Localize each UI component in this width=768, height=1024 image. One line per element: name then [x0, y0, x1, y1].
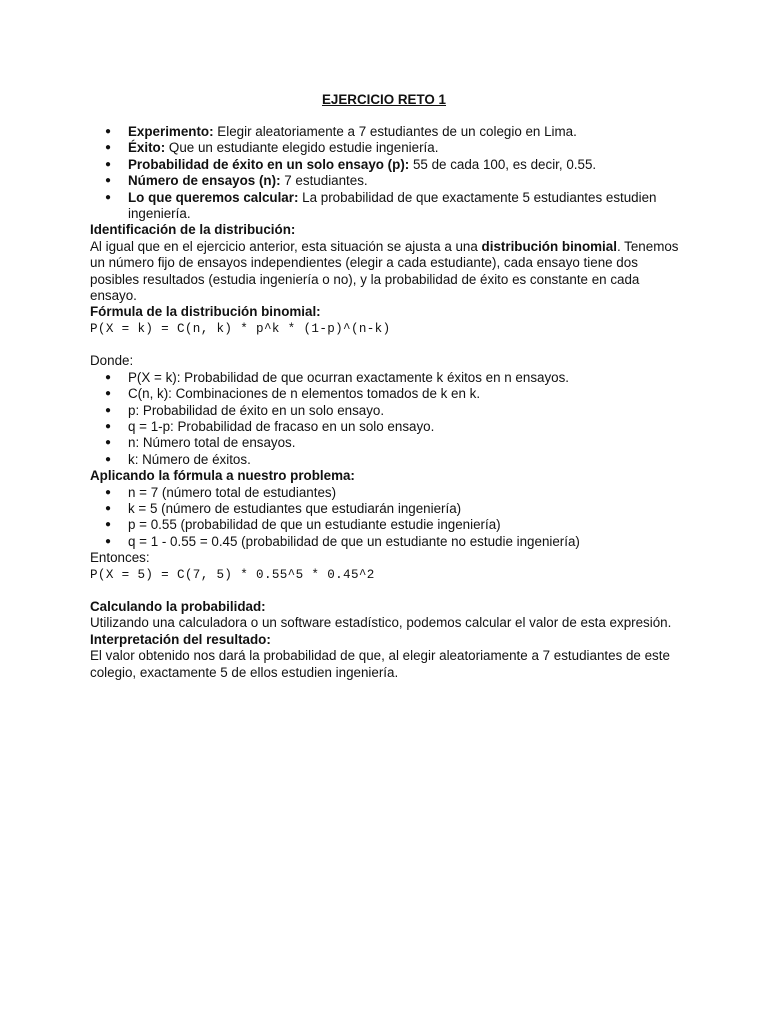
- item-text: 55 de cada 100, es decir, 0.55.: [409, 156, 597, 172]
- list-item: [90, 124, 680, 140]
- formula-code: P(X = k) = C(n, k) * p^k * (1-p)^(n-k): [90, 321, 391, 336]
- item-text: Elegir aleatoriamente a 7 estudiantes de un colegio en Lima.: [213, 124, 577, 139]
- document-title: EJERCICIO RETO 1: [321, 92, 447, 107]
- aplicando-list: [90, 485, 680, 551]
- list-item: [90, 173, 680, 189]
- list-item: ● C(n, k): Combinaciones de n elementos tomados de k en k.: [90, 386, 680, 402]
- identificacion-paragraph: [90, 239, 680, 305]
- item-text: Que un estudiante elegido estudie ingeniería.: [165, 140, 439, 156]
- list-item: ● n: Número total de ensayos.: [90, 435, 680, 451]
- item-text: La probabilidad de que exactamente 5 estudiantes estudien ingeniería.: [128, 189, 657, 222]
- section-heading-formula: Fórmula de la distribución binomial:: [90, 304, 321, 320]
- interpretacion-paragraph: El valor obtenido nos dará la probabilidad de que, al elegir aleatoriamente a 7 estudiantes de este colegio, exactamente 5 de ellos estudien ingeniería.: [90, 648, 670, 680]
- entonces-label: Entonces:: [90, 550, 150, 566]
- list-item: ● q = 1 - 0.55 = 0.45 (probabilidad de que un estudiante no estudie ingeniería): [90, 534, 680, 550]
- list-item: ● P(X = k): Probabilidad de que ocurran exactamente k éxitos en n ensayos.: [90, 370, 680, 386]
- spacer: [90, 583, 680, 599]
- section-heading-calculando: Calculando la probabilidad:: [90, 598, 266, 614]
- item-label: Número de ensayos (n):: [128, 173, 281, 189]
- section-heading-identificacion: Identificación de la distribución:: [90, 222, 296, 238]
- item-text: 7 estudiantes.: [280, 173, 368, 189]
- donde-list: [90, 370, 680, 468]
- paragraph-text: . Tenemos un número fijo de ensayos independientes (elegir a cada estudiante), cada ensayo tiene dos posibles resultados (estudia ingeniería o no), y la probabilidad de éxito es constante en cada ensayo.: [90, 238, 679, 304]
- spacer: [90, 337, 680, 353]
- paragraph-text: Al igual que en el ejercicio anterior, esta situación se ajusta a una: [90, 238, 482, 254]
- paragraph-bold-term: distribución binomial: [481, 238, 617, 254]
- calculando-paragraph: Utilizando una calculadora o un software estadístico, podemos calcular el valor de esta expresión.: [90, 615, 672, 631]
- list-item: ● k: Número de éxitos.: [90, 452, 680, 468]
- list-item: ● p: Probabilidad de éxito en un solo ensayo.: [90, 403, 680, 419]
- section-heading-aplicando: Aplicando la fórmula a nuestro problema:: [90, 468, 355, 484]
- document-body: [90, 124, 680, 681]
- list-item: [90, 140, 680, 156]
- item-label: Lo que queremos calcular:: [128, 189, 299, 205]
- item-label: Éxito:: [128, 140, 166, 156]
- item-label: Probabilidad de éxito en un solo ensayo (p):: [128, 156, 410, 172]
- item-label: Experimento:: [128, 124, 214, 139]
- calculation-code: P(X = 5) = C(7, 5) * 0.55^5 * 0.45^2: [90, 567, 375, 582]
- list-item: ● q = 1-p: Probabilidad de fracaso en un solo ensayo.: [90, 419, 680, 435]
- list-item: ● p = 0.55 (probabilidad de que un estudiante estudie ingeniería): [90, 517, 680, 533]
- list-item: ● n = 7 (número total de estudiantes): [90, 485, 680, 501]
- list-item: [90, 157, 680, 173]
- list-item: [90, 190, 680, 223]
- section-heading-interpretacion: Interpretación del resultado:: [90, 631, 271, 647]
- list-item: ● k = 5 (número de estudiantes que estudiarán ingeniería): [90, 501, 680, 517]
- intro-list: [90, 124, 680, 222]
- donde-label: Donde:: [90, 353, 134, 369]
